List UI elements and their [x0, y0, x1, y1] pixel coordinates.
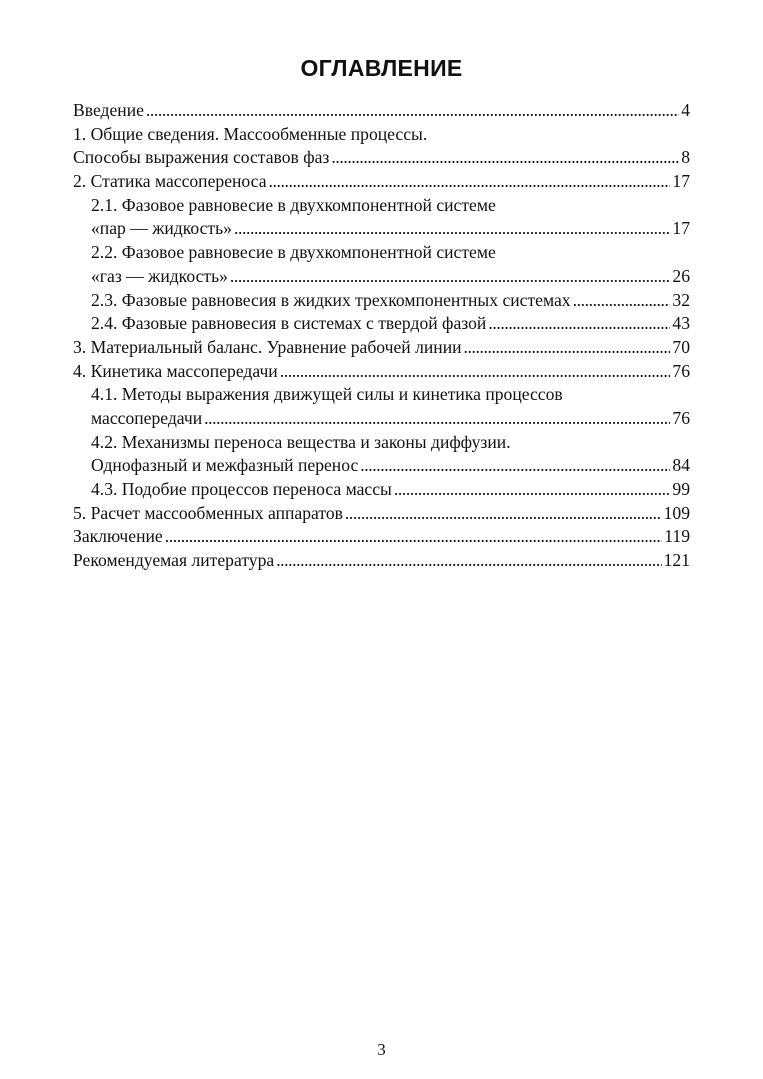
toc-entry-title: Введение — [73, 100, 144, 120]
toc-dot-leader — [146, 99, 679, 123]
toc-entry-page: 109 — [663, 502, 690, 523]
toc-entry — [73, 407, 690, 431]
toc-entry — [73, 241, 690, 265]
toc-dot-leader — [204, 407, 670, 431]
toc-entry-title: 2.4. Фазовые равновесия в системах с твердой фазой — [91, 313, 487, 334]
toc-entry-page: 70 — [672, 336, 690, 357]
toc-entry-page: 76 — [672, 360, 690, 381]
toc-dot-leader — [165, 525, 663, 549]
toc-entry-title: 4.3. Подобие процессов переноса массы — [91, 479, 392, 499]
page-title: ОГЛАВЛЕНИЕ — [300, 55, 463, 81]
toc-dot-leader — [345, 502, 662, 526]
toc-entry-page: 17 — [672, 218, 690, 239]
toc-dot-leader — [360, 454, 670, 478]
toc-entry-page: 76 — [672, 407, 690, 428]
toc-entry — [73, 265, 690, 289]
toc-dot-leader — [394, 478, 671, 502]
toc-entry — [73, 336, 690, 360]
toc-dot-leader — [573, 289, 671, 313]
toc-entry-title: Однофазный и межфазный перенос — [91, 455, 359, 476]
toc-entry-title: 3. Материальный баланс. Уравнение рабочей линии — [73, 336, 462, 357]
toc-dot-leader — [331, 146, 679, 170]
toc-entry-title: 2. Статика массопереноса — [73, 171, 267, 192]
toc-entry — [73, 478, 690, 502]
toc-entry — [73, 99, 690, 123]
toc-entry-title: 2.3. Фазовые равновесия в жидких трехкомпонентных системах — [91, 289, 571, 310]
toc-entry — [73, 383, 690, 407]
toc-entry — [73, 123, 690, 147]
toc-entry-page: 8 — [681, 147, 690, 168]
toc-entry-title: 4.1. Методы выражения движущей силы и кинетика процессов — [91, 384, 563, 405]
toc-entry — [73, 146, 690, 170]
toc-entry — [73, 360, 690, 384]
toc-entry — [73, 217, 690, 241]
toc-entry-title: 4.2. Механизмы переноса вещества и законы диффузии. — [91, 431, 511, 452]
toc-entry-page: 119 — [664, 526, 690, 547]
toc-entry-page: 99 — [672, 479, 690, 499]
toc-entry-title: Рекомендуемая литература — [73, 550, 275, 571]
toc-entry-page: 43 — [672, 313, 690, 334]
toc-entry-title: 2.1. Фазовое равновесие в двухкомпонентной системе — [91, 194, 496, 215]
toc-entry-page: 32 — [672, 289, 690, 310]
toc-entry-page: 84 — [672, 455, 690, 476]
toc-dot-leader — [464, 336, 671, 360]
toc-entry — [73, 289, 690, 313]
toc-dot-leader — [269, 170, 671, 194]
toc-entry — [73, 502, 690, 526]
toc-dot-leader — [276, 549, 661, 573]
toc-entry-title: 4. Кинетика массопередачи — [73, 360, 278, 381]
table-of-contents — [73, 99, 690, 573]
toc-entry-title: массопередачи — [91, 407, 203, 428]
toc-dot-leader — [234, 217, 670, 241]
toc-entry-title: «газ — жидкость» — [91, 265, 228, 286]
toc-entry — [73, 194, 690, 218]
toc-dot-leader — [280, 360, 671, 384]
toc-entry — [73, 312, 690, 336]
toc-entry-title: 5. Расчет массообменных аппаратов — [73, 502, 343, 523]
toc-dot-leader — [488, 312, 670, 336]
toc-entry-page: 26 — [672, 265, 690, 286]
toc-entry-page: 4 — [681, 100, 690, 120]
toc-dot-leader — [230, 265, 671, 289]
page-number: 3 — [377, 1040, 386, 1059]
toc-entry-title: 1. Общие сведения. Массообменные процессы. — [73, 123, 428, 144]
toc-entry-page: 121 — [663, 550, 690, 571]
toc-entry — [73, 454, 690, 478]
toc-entry-title: 2.2. Фазовое равновесие в двухкомпонентной системе — [91, 242, 496, 263]
toc-entry — [73, 525, 690, 549]
toc-entry — [73, 431, 690, 455]
toc-entry-title: Способы выражения составов фаз — [73, 147, 330, 168]
toc-entry-title: Заключение — [73, 526, 163, 547]
toc-entry — [73, 549, 690, 573]
toc-entry — [73, 170, 690, 194]
toc-entry-title: «пар — жидкость» — [91, 218, 232, 239]
toc-entry-page: 17 — [672, 171, 690, 192]
